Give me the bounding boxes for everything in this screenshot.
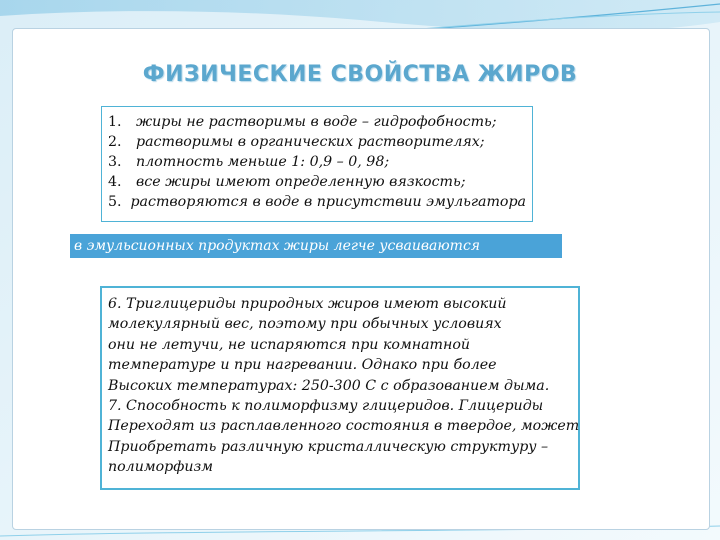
list-item — [108, 152, 526, 172]
paragraph-line: Высоких температурах: 250-300 С с образованием дыма. — [108, 377, 550, 394]
list-item-text: жиры не растворимы в воде – гидрофобность; — [136, 114, 497, 130]
emulsion-banner: в эмульсионных продуктах жиры легче усваиваются — [70, 234, 562, 258]
paragraph-line: молекулярный вес, поэтому при обычных условиях — [108, 316, 502, 333]
list-item-text: растворяются в воде в присутствии эмульгатора — [130, 194, 526, 210]
list-item — [108, 192, 526, 212]
paragraph-line: они не летучи, не испаряются при комнатной — [108, 336, 471, 353]
list-item-text: все жиры имеют определенную вязкость; — [136, 174, 466, 190]
list-item-number: 4. — [108, 174, 122, 190]
list-item-number: 2. — [108, 134, 122, 150]
paragraph-line: Переходят из расплавленного состояния в твердое, может — [108, 418, 580, 435]
list-item-text: растворимы в органических растворителях; — [136, 134, 485, 150]
page-title: ФИЗИЧЕСКИЕ СВОЙСТВА ЖИРОВ — [142, 62, 578, 87]
paragraph-line: полиморфизм — [108, 459, 213, 476]
list-item-text: плотность меньше 1: 0,9 – 0, 98; — [136, 154, 390, 170]
paragraph-line: Приобретать различную кристаллическую структуру – — [108, 438, 549, 455]
list-item-number: 3. — [108, 154, 122, 170]
paragraph-line: 7. Способность к полиморфизму глицеридов. Глицериды — [108, 398, 544, 415]
list-item — [108, 132, 526, 152]
triglycerides-textbox — [100, 286, 580, 490]
paragraph-line: 6. Триглицериды природных жиров имеют высокий — [108, 296, 507, 312]
list-item — [108, 172, 526, 192]
list-item — [108, 112, 526, 132]
properties-list — [101, 106, 533, 222]
list-item-number: 5. — [108, 194, 122, 210]
list-item-number: 1. — [108, 114, 122, 130]
paragraph-line: температуре и при нагревании. Однако при более — [108, 357, 497, 374]
